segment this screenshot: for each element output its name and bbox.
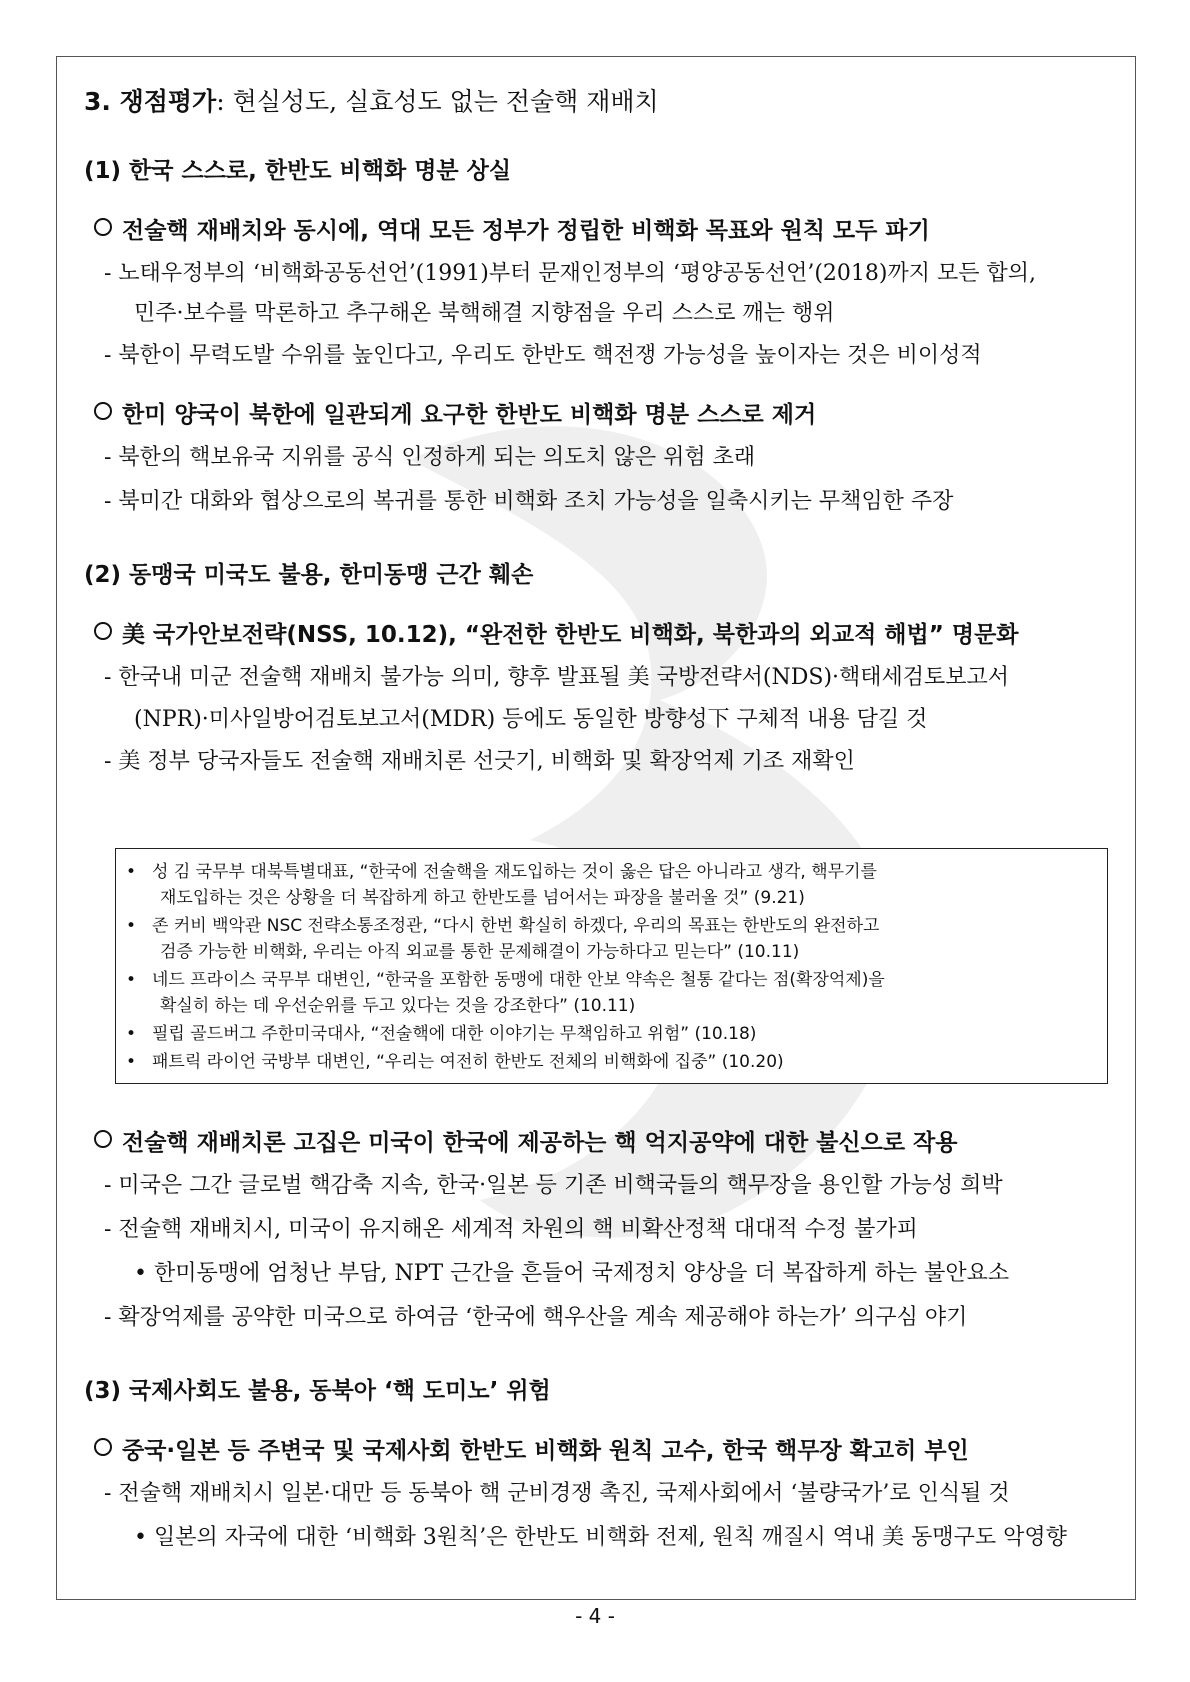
sub-bullet-item: • 일본의 자국에 대한 ‘비핵화 3원칙’은 한반도 비핵화 전제, 원칙 깨질시 역내 美 동맹구도 악영향 [134,1525,1067,1550]
bullet-heading: 중국·일본 등 주변국 및 국제사회 한반도 비핵화 원칙 고수, 한국 핵무장 확고히 부인 [94,1432,969,1465]
quote-item: • 성 김 국무부 대북특별대표, “한국에 전술핵을 재도입하는 것이 옳은 답은 아니라고 생각, 핵무기를 [126,862,877,882]
dash-item: - 한국내 미군 전술핵 재배치 불가능 의미, 향후 발표될 美 국방전략서(NDS)·핵태세검토보고서 [104,665,1010,690]
dash-item: - 노태우정부의 ‘비핵화공동선언’(1991)부터 문재인정부의 ‘평양공동선언’(2018)까지 모든 합의, [104,261,1036,286]
dash-item: - 북한이 무력도발 수위를 높인다고, 우리도 한반도 핵전쟁 가능성을 높이자는 것은 비이성적 [104,343,982,368]
bullet-heading: 전술핵 재배치론 고집은 미국이 한국에 제공하는 핵 억지공약에 대한 불신으로 작용 [94,1124,958,1157]
circle-bullet-icon [94,402,112,420]
quote-item: • 존 커비 백악관 NSC 전략소통조정관, “다시 한번 확실히 하겠다, 우리의 목표는 한반도의 완전하고 [126,916,880,936]
section-heading-2: (2) 동맹국 미국도 불용, 한미동맹 근간 훼손 [84,562,534,588]
quote-item: • 필립 골드버그 주한미국대사, “전술핵에 대한 이야기는 무책임하고 위험” (10.18) [126,1024,757,1044]
page-title: 3. 쟁점평가: 현실성도, 실효성도 없는 전술핵 재배치 [84,87,659,116]
sub-bullet-item: • 한미동맹에 엄청난 부담, NPT 근간을 흔들어 국제정치 양상을 더 복잡하게 하는 불안요소 [134,1261,1010,1286]
dash-item: - 전술핵 재배치시 일본·대만 등 동북아 핵 군비경쟁 촉진, 국제사회에서 ‘불량국가’로 인식될 것 [104,1481,1010,1506]
bullet-heading: 전술핵 재배치와 동시에, 역대 모든 정부가 정립한 비핵화 목표와 원칙 모두 파기 [94,212,930,245]
quote-item: • 네드 프라이스 국무부 대변인, “한국을 포함한 동맹에 대한 안보 약속은 철통 같다는 점(확장억제)을 [126,970,885,990]
page-number: - 4 - [575,1604,615,1628]
quote-box [115,848,1108,1084]
dash-item: - 북한의 핵보유국 지위를 공식 인정하게 되는 의도치 않은 위험 초래 [104,445,756,470]
quote-item-continuation: 검증 가능한 비핵화, 우리는 아직 외교를 통한 문제해결이 가능하다고 믿는다” (10.11) [160,942,800,962]
section-heading-1: (1) 한국 스스로, 한반도 비핵화 명분 상실 [84,158,512,184]
dash-item-continuation: 민주·보수를 막론하고 추구해온 북핵해결 지향점을 우리 스스로 깨는 행위 [134,301,835,326]
quote-item-continuation: 재도입하는 것은 상황을 더 복잡하게 하고 한반도를 넘어서는 파장을 불러올 것” (9.21) [160,888,805,908]
quote-item-continuation: 확실히 하는 데 우선순위를 두고 있다는 것을 강조한다” (10.11) [160,996,636,1016]
dash-item: - 美 정부 당국자들도 전술핵 재배치론 선긋기, 비핵화 및 확장억제 기조 재확인 [104,749,855,774]
dash-item: - 북미간 대화와 협상으로의 복귀를 통한 비핵화 조치 가능성을 일축시키는 무책임한 주장 [104,489,954,514]
circle-bullet-icon [94,1438,112,1456]
bullet-heading: 美 국가안보전략(NSS, 10.12), “완전한 한반도 비핵화, 북한과의 외교적 해법” 명문화 [94,616,1019,649]
quote-item: • 패트릭 라이언 국방부 대변인, “우리는 여전히 한반도 전체의 비핵화에 집중” (10.20) [126,1052,784,1072]
dash-item-continuation: (NPR)·미사일방어검토보고서(MDR) 등에도 동일한 방향성下 구체적 내용 담길 것 [134,707,928,732]
dash-item: - 미국은 그간 글로벌 핵감축 지속, 한국·일본 등 기존 비핵국들의 핵무장을 용인할 가능성 희박 [104,1173,1003,1198]
bullet-heading: 한미 양국이 북한에 일관되게 요구한 한반도 비핵화 명분 스스로 제거 [94,396,816,429]
circle-bullet-icon [94,218,112,236]
circle-bullet-icon [94,1130,112,1148]
section-heading-3: (3) 국제사회도 불용, 동북아 ‘핵 도미노’ 위험 [84,1378,551,1404]
circle-bullet-icon [94,622,112,640]
page-frame [56,56,1136,1600]
dash-item: - 확장억제를 공약한 미국으로 하여금 ‘한국에 핵우산을 계속 제공해야 하는가’ 의구심 야기 [104,1305,968,1330]
dash-item: - 전술핵 재배치시, 미국이 유지해온 세계적 차원의 핵 비확산정책 대대적 수정 불가피 [104,1217,918,1242]
